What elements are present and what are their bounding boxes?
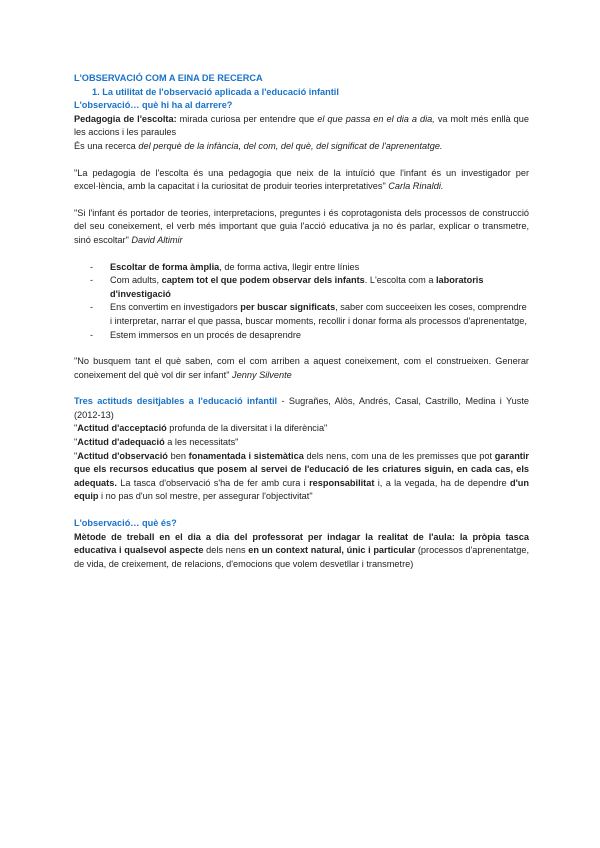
quote-altimir: "Si l'infant és portador de teories, interpretacions, preguntes i és coprotagonista dels processos de construcció del seu coneixement, el verb més important que guia l'acció educativa ja no és parlar, explicar o transmetre, sinó escoltar" David Altimir [74,207,529,245]
list-item: - Estem immersos en un procés de desaprendre [74,329,529,343]
paragraph-pedagogia: Pedagogia de l'escolta: mirada curiosa per entendre que el que passa en el dia a dia, va molt més enllà que les accions i les paraules [74,113,529,138]
subheading-what-behind: L'observació… què hi ha al darrere? [74,100,233,111]
subheading-what-is: L'observació… què és? [74,518,177,529]
document-title: L'OBSERVACIÓ COM A EINA DE RECERCA [74,73,263,83]
actitud-adequacio: "Actitud d'adequació a les necessitats" [74,437,239,448]
quote-silvente: "No busquem tant el què saben, com el com arriben a aquest coneixement, com el construeixen. Generar coneixement del què vol dir ser infant" Jenny Silvente [74,356,529,380]
actitud-acceptacio: "Actitud d'acceptació profunda de la diversitat i la diferència" [74,423,328,434]
actitud-observacio: "Actitud d'observació ben fonamentada i sistemàtica dels nens, com una de les premisses que pot garantir que els recursos educatius que posem al servei de l'educació de les criatures siguin, en cada cas, els adequats. La tasca d'observació s'ha de fer amb cura i responsabilitat i, a la vegada, ha de dependre d'un equip i no pas d'un sol mestre, per assegurar l'objectivitat" [74,450,529,502]
document-page [74,72,529,571]
paragraph-metode: Mètode de treball en el dia a dia del professorat per indagar la realitat de l'aula: la pròpia tasca educativa i qualsevol aspecte dels nens en un context natural, únic i particular (processos d'aprenentatge, de vida, de creixement, de relacions, d'emocions que volem desvetllar i transmetre) [74,531,529,569]
bullet-list [74,261,529,343]
list-item: - Ens convertim en investigadors per buscar significats, saber com succeeixen les coses, comprendre i interpretar, narrar el que passa, buscar moments, recollir i donar forma als processos d'aprenentatge, [74,301,529,328]
list-item: - Com adults, captem tot el que podem observar dels infants. L'escolta com a laboratoris d'investigació [74,274,529,301]
list-item: - Escoltar de forma àmplia, de forma activa, llegir entre línies [74,261,529,275]
quote-rinaldi: "La pedagogia de l'escolta és una pedagogia que neix de la intuïció que l'infant és un investigador per excel·lència, amb la capacitat i la curiositat de produir teories interpretatives" Carla Rinaldi. [74,167,529,192]
paragraph-tres-actituds: Tres actituds desitjables a l'educació infantil - Sugrañes, Alòs, Andrés, Casal, Castrillo, Medina i Yuste (2012-13) [74,396,529,420]
paragraph-recerca: És una recerca del perquè de la infància, del com, del què, del significat de l'aprenentatge. [74,140,443,151]
section-heading-1: 1. La utilitat de l'observació aplicada a l'educació infantil [92,86,339,97]
